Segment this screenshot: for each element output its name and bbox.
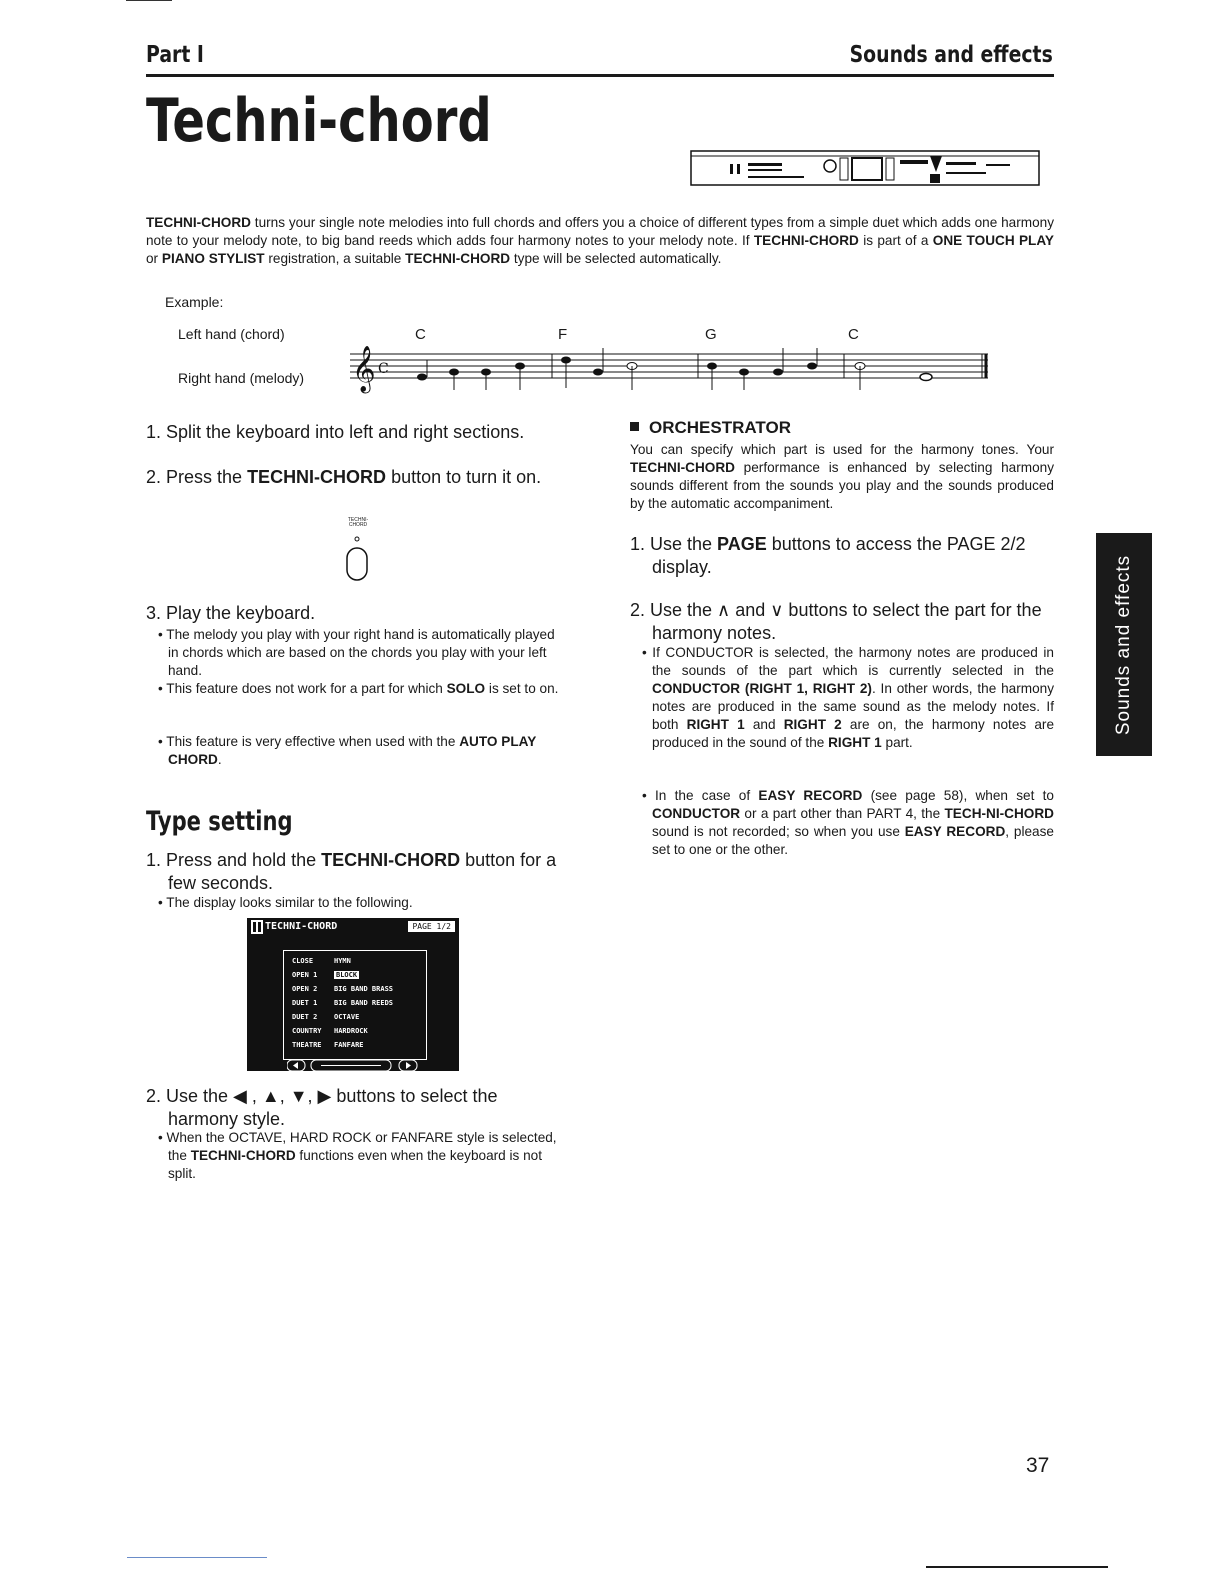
music-staff — [340, 340, 992, 402]
type-setting-title: Type setting — [146, 806, 293, 837]
svg-text:C: C — [378, 361, 389, 377]
lcd-nav-buttons[interactable] — [287, 1060, 419, 1071]
lcd-row[interactable]: COUNTRY HARDROCK — [292, 1027, 368, 1035]
side-tab — [1096, 533, 1152, 756]
lcd-row[interactable]: CLOSE HYMN — [292, 957, 351, 965]
chord-c-2: C — [848, 326, 859, 343]
footer-line-right — [926, 1566, 1108, 1568]
bullet-conductor: • If CONDUCTOR is selected, the harmony notes are produced in the sounds of the part which is currently selected in the CONDUCTOR (RIGHT 1, RIGHT 2). In other words, the harmony notes are produced in the same sound as the melody notes. If both RIGHT 1 and RIGHT 2 are on, the harmony notes are produced in the sound of the RIGHT 1 part. — [642, 645, 1055, 750]
lcd-mode-icon — [251, 920, 263, 934]
bullet-solo: • This feature does not work for a part for which SOLO is set to on. — [158, 681, 559, 696]
chord-c-1: C — [415, 326, 426, 343]
bullet-easy-record: • In the case of EASY RECORD (see page 58), when set to CONDUCTOR or a part other than PART 4, the TECH-NI-CHORD sound is not recorded; so when you use EASY RECORD, please set to one or the other. — [642, 788, 1054, 857]
chord-f: F — [558, 326, 568, 343]
intro-paragraph: TECHNI-CHORD turns your single note melodies into full chords and offers you a choice of different types from a simple duet which adds one harmony note to your melody note, to big band reeds which adds four harmony notes to your melody note. If TECHNI-CHORD is part of a ONE TOUCH PLAY or PIANO STYLIST registration, a suitable TECHNI-CHORD type will be selected automatically. — [146, 215, 1054, 266]
svg-text:𝄞: 𝄞 — [352, 346, 376, 392]
step-page-buttons: 1. Use the PAGE buttons to access the PAGE 2/2 display. — [630, 534, 1026, 577]
right-hand-label: Right hand (melody) — [178, 370, 305, 386]
page-title: Techni-chord — [146, 86, 492, 156]
page-number: 37 — [1026, 1454, 1050, 1477]
arrow-buttons-icon: ◀ , ▲, ▼, ▶ — [233, 1086, 332, 1106]
lcd-header — [247, 918, 459, 936]
top-mark-line — [126, 0, 172, 1]
square-bullet-icon — [630, 422, 639, 431]
step-hold-techni-chord: 1. Press and hold the TECHNI-CHORD button for a few seconds. — [146, 850, 557, 893]
techni-chord-button-icon[interactable] — [342, 534, 372, 584]
orchestrator-description: You can specify which part is used for the harmony tones. Your TECHNI-CHORD performance is enhanced by selecting harmony sounds different from the sounds you play and the sounds produced by the automatic accompaniment. — [630, 442, 1054, 511]
techni-chord-button-label: TECHNI-CHORD — [347, 517, 369, 528]
lcd-row[interactable]: DUET 1 BIG BAND REEDS — [292, 999, 394, 1007]
step-play-keyboard: 3. Play the keyboard. — [146, 603, 316, 623]
step-select-harmony-style: 2. Use the ◀ , ▲, ▼, ▶ buttons to select the harmony style. — [146, 1086, 498, 1129]
footer-line-left — [127, 1557, 267, 1558]
bullet-octave-hardrock: • When the OCTAVE, HARD ROCK or FANFARE style is selected, the TECHNI-CHORD functions even when the keyboard is not split. — [158, 1130, 557, 1181]
header-part: Part I — [146, 42, 204, 68]
lcd-row[interactable]: OPEN 2 BIG BAND BRASS — [292, 985, 394, 993]
step-press-techni-chord: 2. Press the TECHNI-CHORD button to turn it on. — [146, 467, 542, 487]
control-panel-illustration — [690, 150, 1040, 186]
lcd-title: TECHNI-CHORD — [265, 921, 338, 932]
bullet-melody-chords: • The melody you play with your right hand is automatically played in chords which are based on the chords you play with your left hand. — [158, 627, 555, 678]
orchestrator-title: ORCHESTRATOR — [630, 418, 791, 438]
lcd-page-indicator: PAGE 1/2 — [408, 921, 455, 932]
bullet-display: • The display looks similar to the following. — [158, 895, 413, 910]
step-split-keyboard: 1. Split the keyboard into left and right sections. — [146, 422, 525, 442]
example-label: Example: — [165, 294, 224, 310]
step-select-part: 2. Use the ∧ and ∨ buttons to select the part for the harmony notes. — [630, 600, 1042, 643]
lcd-list-frame — [283, 950, 427, 1060]
header-rule — [146, 74, 1054, 77]
chord-g: G — [705, 326, 717, 343]
header-section: Sounds and effects — [849, 42, 1053, 68]
lcd-row[interactable]: THEATRE FANFARE — [292, 1041, 364, 1049]
side-tab-label: Sounds and effects — [1113, 554, 1135, 735]
left-hand-label: Left hand (chord) — [178, 326, 285, 342]
lcd-row[interactable]: DUET 2 OCTAVE — [292, 1013, 360, 1021]
lcd-display — [247, 918, 459, 1071]
lcd-row[interactable]: OPEN 1 BLOCK — [292, 971, 358, 979]
bullet-auto-play-chord: • This feature is very effective when used with the AUTO PLAY CHORD. — [158, 734, 537, 767]
